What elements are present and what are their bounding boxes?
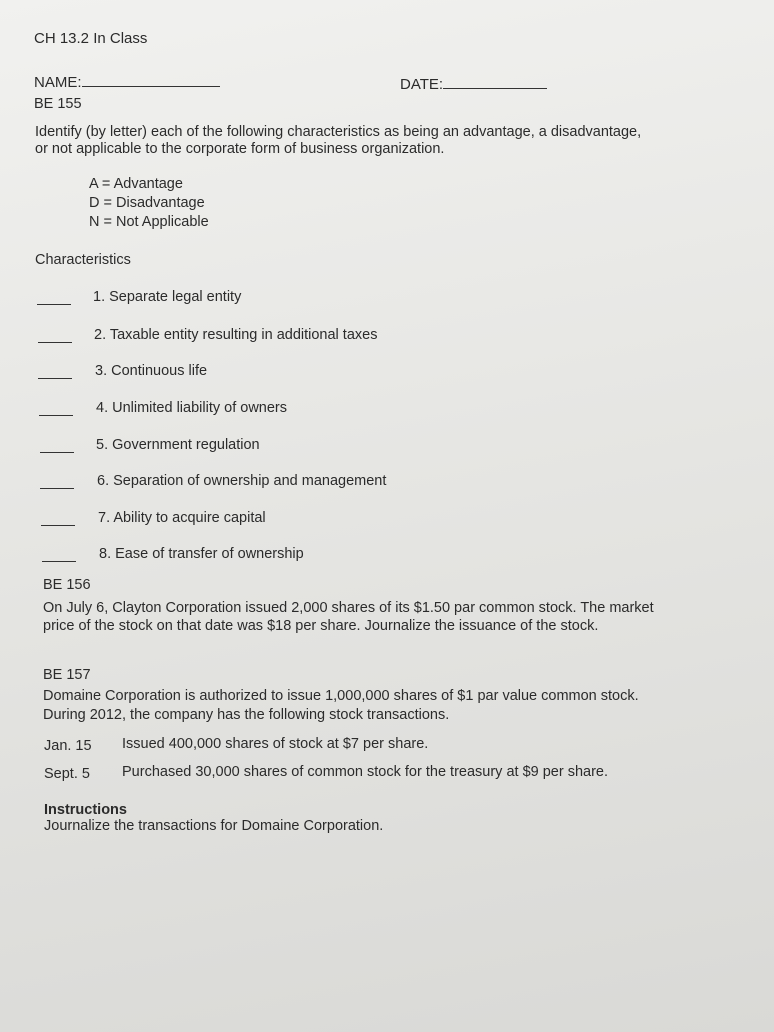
characteristic-item-6: 6. Separation of ownership and management bbox=[97, 473, 387, 489]
be156-line2: price of the stock on that date was $18 per share. Journalize the issuance of the stock. bbox=[43, 618, 599, 634]
characteristic-item-2: 2. Taxable entity resulting in additional taxes bbox=[94, 327, 378, 343]
transaction-1-text: Issued 400,000 shares of stock at $7 per share. bbox=[122, 736, 429, 752]
page-title: CH 13.2 In Class bbox=[34, 30, 148, 47]
answer-blank-5 bbox=[40, 452, 74, 453]
characteristic-item-7: 7. Ability to acquire capital bbox=[98, 510, 266, 526]
characteristic-item-8: 8. Ease of transfer of ownership bbox=[99, 546, 304, 562]
be157-line2: During 2012, the company has the following stock transactions. bbox=[43, 707, 450, 723]
transaction-1-date: Jan. 15 bbox=[44, 738, 92, 754]
instructions-heading: Instructions bbox=[44, 802, 127, 818]
answer-blank-7 bbox=[41, 525, 75, 526]
answer-blank-3 bbox=[38, 378, 72, 379]
be155-instructions-line1: Identify (by letter) each of the following characteristics as being an advantage, a disadvantage, bbox=[35, 124, 642, 140]
answer-blank-8 bbox=[42, 561, 76, 562]
name-field bbox=[34, 74, 220, 91]
date-blank bbox=[443, 87, 547, 89]
instructions-text: Journalize the transactions for Domaine Corporation. bbox=[44, 818, 384, 834]
characteristic-item-5: 5. Government regulation bbox=[96, 437, 260, 453]
be155-heading: BE 155 bbox=[34, 96, 82, 112]
be156-heading: BE 156 bbox=[43, 577, 91, 593]
characteristic-item-1: 1. Separate legal entity bbox=[93, 289, 242, 305]
be156-line1: On July 6, Clayton Corporation issued 2,000 shares of its $1.50 par common stock. The market bbox=[43, 600, 654, 616]
answer-blank-2 bbox=[38, 342, 72, 343]
legend-advantage: A = Advantage bbox=[89, 176, 183, 192]
name-blank bbox=[82, 85, 220, 87]
transaction-2-text: Purchased 30,000 shares of common stock for the treasury at $9 per share. bbox=[122, 764, 609, 780]
be157-line1: Domaine Corporation is authorized to issue 1,000,000 shares of $1 par value common stock. bbox=[43, 688, 639, 704]
transaction-2-date: Sept. 5 bbox=[44, 766, 90, 782]
be155-instructions-line2: or not applicable to the corporate form of business organization. bbox=[35, 141, 445, 157]
answer-blank-1 bbox=[37, 304, 71, 305]
characteristic-item-4: 4. Unlimited liability of owners bbox=[96, 400, 287, 416]
characteristics-label: Characteristics bbox=[35, 252, 131, 268]
characteristic-item-3: 3. Continuous life bbox=[95, 363, 208, 379]
legend-disadvantage: D = Disadvantage bbox=[89, 195, 205, 211]
answer-blank-4 bbox=[39, 415, 73, 416]
date-label: DATE: bbox=[400, 76, 444, 93]
date-field bbox=[400, 76, 547, 93]
answer-blank-6 bbox=[40, 488, 74, 489]
name-label: NAME: bbox=[34, 74, 82, 91]
legend-not-applicable: N = Not Applicable bbox=[89, 214, 209, 230]
be157-heading: BE 157 bbox=[43, 667, 91, 683]
